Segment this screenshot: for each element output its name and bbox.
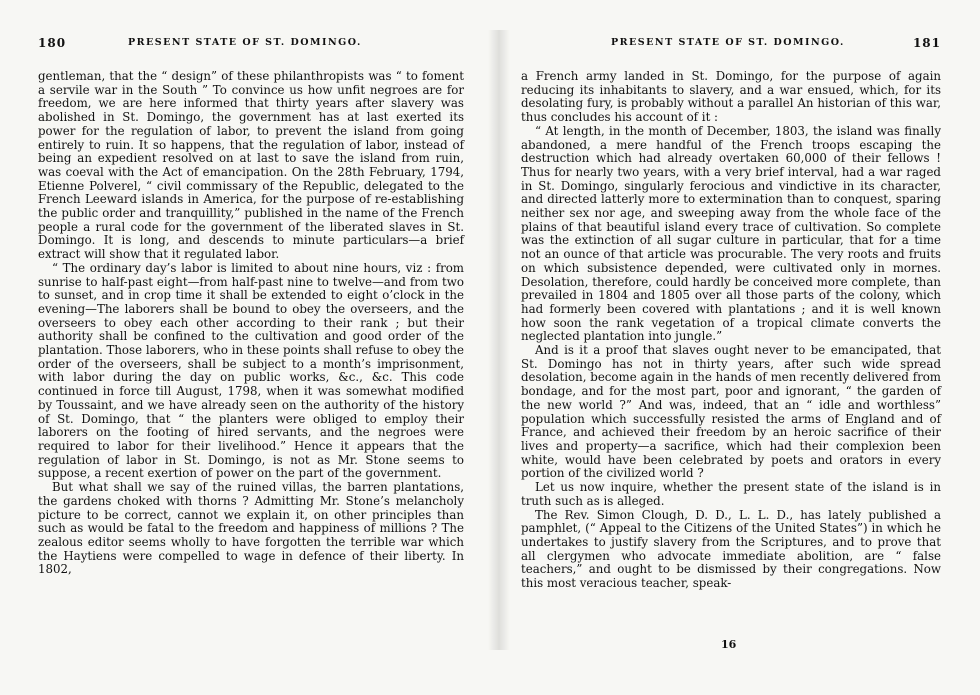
right-paragraph: “ At length, in the month of December, 1803, the island was finally abandoned, a mere handful of the French troops escaping the destruction which had already overtaken 60,000 of their fellows ! Thus for nearly two years, with a very brief interval, had a war raged in St. Domingo, singularly ferocious and vindictive in its character, and directed latterly more to extermination than to conquest, sparing neither sex nor age, and sweeping away from the whole face of the plains of that beautiful island every trace of cultivation. So complete was the extinction of all sugar culture in particular, that for a time not an ounce of that article was procurable. The very roots and fruits on which subsistence depended, were cultivated only in mornes. Desolation, therefore, could hardly be conceived more complete, than prevailed in 1804 and 1805 over all those parts of the colony, which had formerly been covered with plantations ; and it is well known how soon the rank vegetation of a tropical climate converts the neglected plantation into jungle.” xyxy=(521,123,941,344)
right-paragraph: a French army landed in St. Domingo, for the purpose of again reducing its inhabitants to slavery, and a war ensued, which, for its desolating fury, is probably without a parallel An historian of this war, thus concludes his account of it : xyxy=(521,69,941,125)
left-page-header xyxy=(38,36,464,54)
right-running-head: PRESENT STATE OF ST. DOMINGO. xyxy=(611,37,845,48)
right-paragraph: The Rev. Simon Clough, D. D., L. L. D., has lately published a pamphlet, (“ Appeal to the Citizens of the United States”) in which he undertakes to justify slavery from the Scriptures, and to prove that all clergymen who advocate immediate abolition, are “ false teachers,” and ought to be dismissed by their congregations. Now this most veracious teacher, speak- xyxy=(521,507,941,591)
left-running-head: PRESENT STATE OF ST. DOMINGO. xyxy=(128,37,362,48)
left-paragraph: But what shall we say of the ruined villas, the barren plantations, the gardens choked with thorns ? Admitting Mr. Stone’s melancholy picture to be correct, cannot we explain it, on other principles than such as would be fatal to the freedom and happiness of millions ? The zealous editor seems wholly to have forgotten the terrible war which the Haytiens were compelled to wage in defence of their liberty. In 1802, xyxy=(38,480,464,577)
right-paragraph: And is it a proof that slaves ought never to be emancipated, that St. Domingo has not in thirty years, after such wide spread desolation, become again in the hands of men recently delivered from bondage, and for the most part, poor and ignorant, “ the garden of the new world ?” And was, indeed, that an “ idle and worthless” population which successfully resisted the arms of England and of France, and achieved their freedom by an heroic sacrifice of their lives and property—a sacrifice, which had their complexion been white, would have been celebrated by poets and orators in every portion of the civilized world ? xyxy=(521,343,941,481)
left-paragraph: “ The ordinary day’s labor is limited to about nine hours, viz : from sunrise to half-past eight—from half-past nine to twelve—and from two to sunset, and in crop time it shall be extended to eight o’clock in the evening—The laborers shall be bound to obey the overseers, and the overseers to obey each other according to their rank ; but their authority shall be confined to the cultivation and good order of the plantation. Those laborers, who in these points shall refuse to obey the order of the overseers, shall be subject to a month’s imprisonment, with labor during the day on public works, &c., &c. This code continued in force till August, 1798, when it was somewhat modified by Toussaint, and we have already seen on the authority of the history of St. Domingo, that “ the planters were obliged to employ their laborers on the footing of hired servants, and the negroes were required to labor for their livelihood.” Hence it appears that the regulation of labor in St. Domingo, is not as Mr. Stone seems to suppose, a recent exertion of power on the part of the government. xyxy=(38,260,464,481)
left-paragraph: gentleman, that the “ design” of these philanthropists was “ to foment a servile war in the South ” To convince us how unfit negroes are for freedom, we are here informed that thirty years after slavery was abolished in St. Domingo, the government has at last exerted its power for the regulation of labor, to prevent the island from going entirely to ruin. It so happens, that the regulation of labor, instead of being an expedient resolved on at last to save the island from ruin, was coeval with the Act of emancipation. On the 28th February, 1794, Etienne Polverel, “ civil commissary of the Republic, delegated to the French Leeward islands in America, for the purpose of re-establishing the public order and tranquillity,” published in the name of the French people a rural code for the government of the liberated slaves in St. Domingo. It is long, and descends to minute particulars—a brief extract will show that it regulated labor. xyxy=(38,69,464,262)
right-page xyxy=(521,36,941,651)
right-page-number: 181 xyxy=(912,36,941,50)
left-page-body xyxy=(38,70,464,577)
left-page xyxy=(38,36,464,577)
right-page-header xyxy=(521,36,941,54)
signature-mark: 16 xyxy=(721,638,737,651)
right-paragraph: Let us now inquire, whether the present state of the island is in truth such as is alleged. xyxy=(521,480,941,508)
right-page-body xyxy=(521,70,941,591)
book-gutter xyxy=(488,30,510,650)
left-page-number: 180 xyxy=(38,36,67,50)
